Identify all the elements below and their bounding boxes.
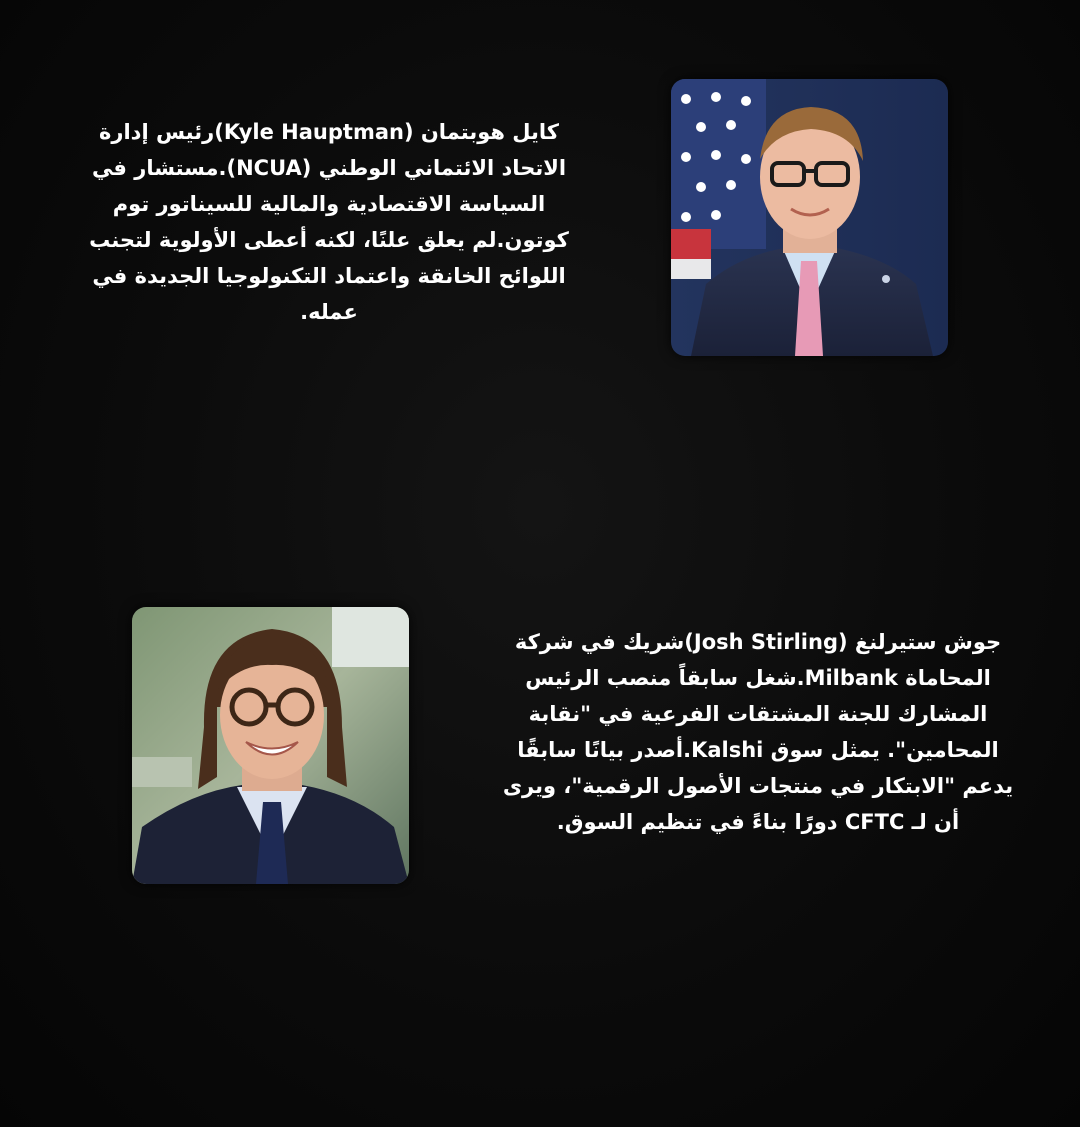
- profile-1-portrait: [671, 79, 948, 356]
- profile-2-portrait: [132, 607, 409, 884]
- profile-2-bio: جوش ستيرلنغ (Josh Stirling)شريك في شركة المحاماة Milbank.شغل سابقاً منصب الرئيس المشارك للجنة المشتقات الفرعية في "نقابة المحامين". يمثل سوق Kalshi.أصدر بيانًا سابقًا يدعم "الابتكار في منتجات الأصول الرقمية"، ويرى أن لـ CFTC دورًا بناءً في تنظيم السوق.: [502, 630, 1014, 834]
- portrait-photo-icon: [671, 79, 948, 356]
- portrait-photo-icon: [132, 607, 409, 884]
- profile-1-bio: كايل هوبتمان (Kyle Hauptman)رئيس إدارة الاتحاد الائتماني الوطني (NCUA).مستشار في السياسة الاقتصادية والمالية للسيناتور توم كوتون.لم يعلق علنًا، لكنه أعطى الأولوية لتجنب اللوائح الخانقة واعتماد التكنولوجيا الجديدة في عمله.: [89, 120, 569, 324]
